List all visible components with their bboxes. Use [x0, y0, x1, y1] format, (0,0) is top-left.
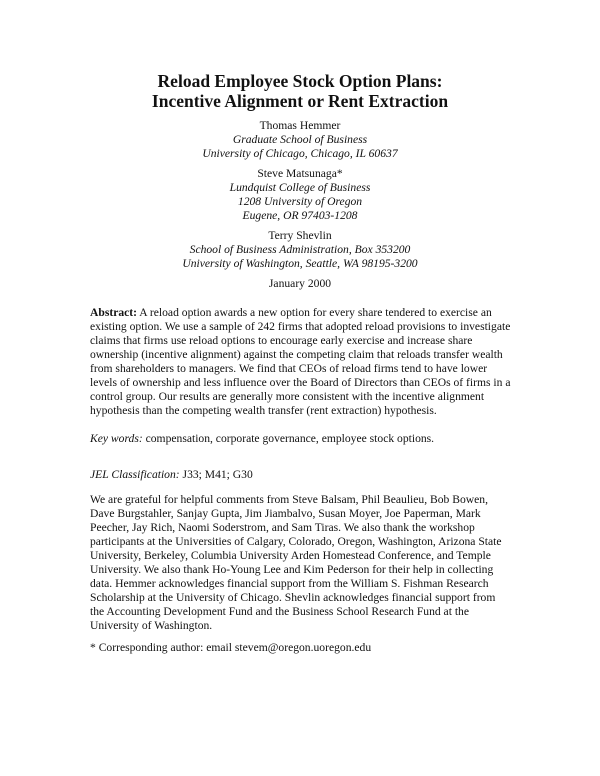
acknowledgment-line: Dave Burgstahler, Sanjay Gupta, Jim Jiambalvo, Susan Moyer, Joe Paperman, Mark	[90, 507, 481, 520]
keywords-text: compensation, corporate governance, employee stock options.	[142, 432, 435, 445]
acknowledgment-line: Scholarship at the University of Chicago. Shevlin acknowledges financial support from	[90, 591, 496, 604]
abstract-line: from shareholders to managers. We find that CEOs of reload firms tend to have lower	[90, 362, 488, 375]
abstract-line: ownership (incentive alignment) against the competing claim that reloads transfer wealth	[90, 348, 503, 361]
keywords	[90, 432, 514, 446]
acknowledgments	[90, 493, 514, 633]
author-affiliation: 1208 University of Oregon	[237, 195, 363, 208]
keywords-label: Key words:	[90, 432, 143, 445]
abstract-line: claims that firms use reload options to encourage early exercise and increase share	[90, 334, 473, 347]
abstract-line-1	[90, 306, 514, 320]
abstract-label: Abstract:	[90, 306, 138, 319]
author-affiliation: Eugene, OR 97403-1208	[242, 209, 358, 222]
jel-label: JEL Classification:	[90, 468, 180, 481]
acknowledgment-line: participants at the Universities of Calgary, Colorado, Oregon, Washington, Arizona State	[90, 535, 502, 548]
author-name: Steve Matsunaga*	[257, 167, 343, 180]
author-name: Thomas Hemmer	[259, 119, 341, 132]
paper-date: January 2000	[268, 277, 332, 290]
author-affiliation: Lundquist College of Business	[229, 181, 371, 194]
acknowledgment-line: Peecher, Jay Rich, Naomi Soderstrom, and Sam Tiras. We also thank the workshop	[90, 521, 475, 534]
abstract-line: hypothesis than the competing wealth transfer (rent extraction) hypothesis.	[90, 404, 437, 417]
acknowledgment-line: the Accounting Development Fund and the Business School Research Fund at the	[90, 605, 469, 618]
abstract-line: control group. Our results are generally more consistent with the incentive alignment	[90, 390, 485, 403]
paper-title-line-2: Incentive Alignment or Rent Extraction	[151, 91, 449, 111]
paper-title-line-1: Reload Employee Stock Option Plans:	[157, 71, 443, 91]
abstract-line: existing option. We use a sample of 242 firms that adopted reload provisions to investigate	[90, 320, 511, 333]
author-affiliation: Graduate School of Business	[232, 133, 368, 146]
author-affiliation: University of Chicago, Chicago, IL 60637	[202, 147, 398, 160]
author-name: Terry Shevlin	[268, 229, 332, 242]
author-affiliation: School of Business Administration, Box 353200	[189, 243, 411, 256]
jel-text: J33; M41; G30	[179, 468, 253, 481]
abstract-line: levels of ownership and less influence over the Board of Directors than CEOs of firms in a	[90, 376, 511, 389]
acknowledgment-line: We are grateful for helpful comments from Steve Balsam, Phil Beaulieu, Bob Bowen,	[90, 493, 488, 506]
author-affiliation: University of Washington, Seattle, WA 98195-3200	[182, 257, 418, 270]
corresponding-author-note: * Corresponding author: email stevem@oregon.uoregon.edu	[90, 641, 372, 654]
acknowledgment-line: University. We also thank Ho-Young Lee and Kim Pederson for their help in collecting	[90, 563, 494, 576]
abstract	[90, 306, 514, 418]
acknowledgment-line: University, Berkeley, Columbia University Arden Homestead Conference, and Temple	[90, 549, 491, 562]
acknowledgment-line: University of Washington.	[90, 619, 213, 632]
acknowledgment-line: data. Hemmer acknowledges financial support from the William S. Fishman Research	[90, 577, 489, 590]
abstract-text: A reload option awards a new option for every share tendered to exercise an	[137, 306, 492, 319]
jel-classification	[90, 468, 514, 482]
